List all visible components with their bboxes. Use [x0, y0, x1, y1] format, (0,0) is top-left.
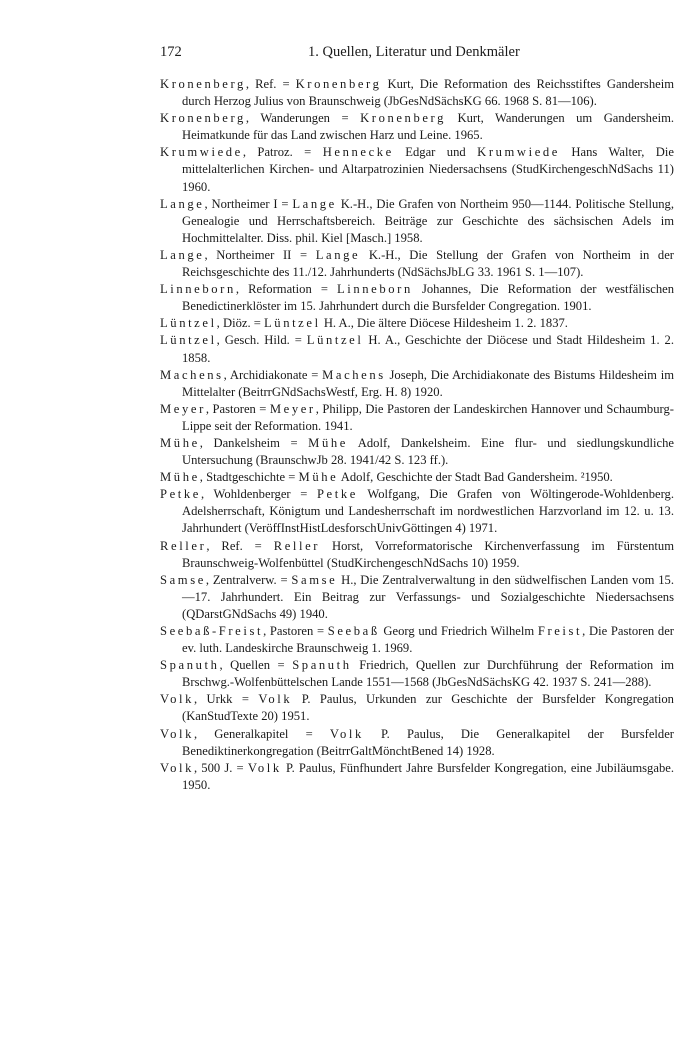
entry-text: , Urkk =	[193, 692, 259, 707]
author-name: Kronenberg	[160, 111, 246, 126]
author-name: Lange	[292, 196, 337, 211]
entry-text: H. A., Geschichte der Diöcese und Stadt Hildesheim 1. 2. 1858.	[182, 333, 674, 365]
bibliography-entry	[160, 76, 674, 110]
author-name: Volk	[247, 760, 282, 775]
entry-text: , Philipp, Die Pastoren der Landeskirchen Hannover und Schaumburg-Lippe seit der Reformation. 1941.	[182, 401, 674, 433]
author-name: Volk	[160, 692, 194, 707]
bibliography-entry	[160, 247, 674, 281]
entry-text: Wolfgang, Die Grafen von Wöltingerode-Wohldenberg. Adelsherrschaft, Königtum und Landesherrschaft im nordwestlichen Harzvorland im 12. u. 13. Jahrhundert (VeröffInstHistLdesforschUnivGöttingen 4) 1971.	[182, 487, 674, 536]
author-name: Petke	[316, 487, 358, 502]
entry-text: K.-H., Die Stellung der Grafen von Northeim in der Reichsgeschichte des 11./12. Jahrhunderts (NdSächsJbLG 33. 1961 S. 1—107).	[182, 247, 674, 280]
bibliography-entry	[160, 486, 674, 537]
bibliography-entry	[160, 315, 674, 332]
author-name: Mühe	[308, 435, 348, 450]
author-name: Volk	[329, 726, 364, 741]
author-name: Lüntzel	[306, 333, 364, 348]
entry-text: , Pastoren =	[263, 624, 328, 638]
author-name: Krumwiede	[477, 145, 560, 160]
entry-text: , Die Pastoren der ev. luth. Landeskirche Braunschweig 1. 1969.	[182, 624, 675, 656]
author-name: Seebaß	[327, 624, 380, 638]
page-header	[160, 44, 560, 64]
author-name: Reller	[273, 538, 321, 553]
author-name: Lange	[160, 247, 205, 262]
author-name: Linneborn	[160, 282, 236, 297]
author-name: Lüntzel	[160, 333, 217, 348]
entry-text: Joseph, Die Archidiakonate des Bistums Hildesheim im Mittelalter (BeitrrGNdSachsWestf, Erg. H. 8) 1920.	[182, 367, 674, 399]
author-name: Volk	[160, 726, 194, 741]
bibliography-entry	[160, 332, 674, 366]
page-number: 172	[160, 44, 182, 60]
entry-text: , Archidiakonate =	[223, 367, 323, 382]
author-name: Machens	[160, 367, 224, 382]
author-name: Samse	[160, 572, 206, 587]
bibliography-entry	[160, 367, 674, 401]
entry-text: , Stadtgeschichte =	[199, 470, 299, 485]
entry-text: P. Paulus, Die Generalkapitel der Bursfelder Benediktinerkongregation (BeitrrGaltMönchtBened 14) 1928.	[182, 726, 674, 758]
entry-text: , Pastoren =	[205, 401, 270, 416]
entry-text: , Wanderungen =	[245, 111, 361, 126]
author-name: Petke	[160, 487, 201, 502]
entry-text: , Northeimer I =	[204, 196, 293, 211]
author-name: Volk	[160, 760, 194, 775]
entry-text: H., Die Zentralverwaltung in den südwelfischen Landen vom 15.—17. Jahrhundert. Ein Beitrag zur Verfassungs- und Sozialgeschichte Niedersachsens (QDarstGNdSachs 49) 1940.	[182, 572, 674, 621]
entry-text: , Ref. =	[206, 538, 274, 553]
author-name: Kronenberg	[160, 77, 246, 91]
bibliography-entry	[160, 469, 674, 486]
running-head: 1. Quellen, Literatur und Denkmäler	[308, 44, 520, 60]
author-name: Meyer	[160, 401, 206, 416]
bibliography-entry	[160, 760, 674, 794]
author-name: Spanuth	[292, 658, 352, 673]
author-name: Meyer	[269, 401, 316, 416]
bibliography-entry	[160, 572, 674, 623]
entry-text: , Zentralverw. =	[205, 572, 292, 587]
entry-text: , 500 J. =	[193, 760, 248, 775]
entry-text: , Northeimer II =	[204, 247, 316, 262]
author-name: Spanuth	[160, 658, 220, 673]
bibliography-list	[160, 76, 674, 794]
author-name: Volk	[258, 692, 293, 707]
author-name: Freist	[537, 624, 583, 638]
author-name: Kronenberg	[295, 77, 382, 91]
author-name: Lüntzel	[160, 316, 217, 331]
entry-text: , Diöz. =	[216, 316, 264, 331]
bibliography-entry	[160, 435, 674, 469]
entry-text: P. Paulus, Fünfhundert Jahre Bursfelder Kongregation, eine Jubiläumsgabe. 1950.	[182, 760, 674, 792]
bibliography-entry	[160, 144, 674, 195]
entry-text: K.-H., Die Grafen von Northeim 950—1144. Politische Stellung, Genealogie und Herrschaftsbereich. Beiträge zur Geschichte des sächsischen Adels im Hochmittelalter. Diss. phil. Kiel [Masch.] 1958.	[182, 196, 674, 245]
author-name: Kronenberg	[360, 111, 446, 126]
author-name: Mühe	[160, 435, 200, 450]
bibliography-entry	[160, 281, 674, 315]
bibliography-entry	[160, 196, 674, 247]
entry-text: , Ref. =	[245, 77, 296, 91]
entry-text: P. Paulus, Urkunden zur Geschichte der Bursfelder Kongregation (KanStudTexte 20) 1951.	[182, 692, 674, 724]
entry-text: Hans Walter, Die mittelalterlichen Kirchen- und Altarpatrozinien Niedersachsens (StudKirchengeschNdSachs 11) 1960.	[182, 145, 674, 194]
entry-text: , Gesch. Hild. =	[216, 333, 307, 348]
entry-text: Georg und Friedrich Wilhelm	[379, 624, 538, 638]
entry-text: , Reformation =	[235, 282, 337, 297]
entry-text: Adolf, Dankelsheim. Eine flur- und siedlungskundliche Untersuchung (BraunschwJb 28. 1941/42 S. 123 ff.).	[182, 435, 674, 468]
entry-text: , Quellen =	[219, 658, 293, 673]
bibliography-entry	[160, 657, 674, 691]
entry-text: Edgar und	[393, 145, 478, 160]
entry-text: Horst, Vorreformatorische Kirchenverfassung im Fürstentum Braunschweig-Wolfenbüttel (StudKirchengeschNdSachs 10) 1959.	[182, 538, 675, 570]
entry-text: , Wohldenberger =	[200, 487, 317, 502]
author-name: Lüntzel	[264, 316, 321, 331]
author-name: Machens	[322, 367, 386, 382]
entry-text: , Generalkapitel =	[193, 726, 330, 741]
bibliography-entry	[160, 110, 674, 144]
author-name: Krumwiede	[160, 145, 243, 160]
author-name: Lange	[315, 247, 361, 262]
bibliography-entry	[160, 538, 674, 572]
bibliography-entry	[160, 623, 674, 657]
author-name: Mühe	[160, 470, 200, 485]
bibliography-entry	[160, 691, 674, 725]
bibliography-entry	[160, 726, 674, 760]
entry-text: Kurt, Die Reformation des Reichsstiftes Gandersheim durch Herzog Julius von Braunschweig (JbGesNdSächsKG 66. 1968 S. 81—106).	[182, 77, 674, 109]
author-name: Hennecke	[322, 145, 394, 160]
entry-text: , Patroz. =	[242, 145, 323, 160]
author-name: Linneborn	[337, 282, 413, 297]
entry-text: Johannes, Die Reformation der westfälischen Benedictinerklöster im 15. Jahrhundert durch die Bursfelder Congregation. 1901.	[182, 282, 674, 314]
entry-text: Adolf, Geschichte der Stadt Bad Gandersheim. ²1950.	[338, 470, 613, 485]
author-name: Mühe	[298, 470, 339, 485]
author-name: Lange	[160, 196, 205, 211]
author-name: Samse	[291, 572, 338, 587]
entry-text: , Dankelsheim =	[199, 435, 309, 450]
entry-text: Friedrich, Quellen zur Durchführung der Reformation im Brschwg.-Wolfenbüttelschen Lande 1551—1568 (JbGesNdSächsKG 42. 1937 S. 241—288).	[182, 658, 674, 690]
entry-text: H. A., Die ältere Diöcese Hildesheim 1. 2. 1837.	[320, 316, 568, 331]
author-name: Seebaß-Freist	[160, 624, 264, 638]
bibliography-entry	[160, 401, 674, 435]
author-name: Reller	[160, 538, 207, 553]
entry-text: Kurt, Wanderungen um Gandersheim. Heimatkunde für das Land zwischen Harz und Leine. 1965.	[182, 111, 675, 143]
